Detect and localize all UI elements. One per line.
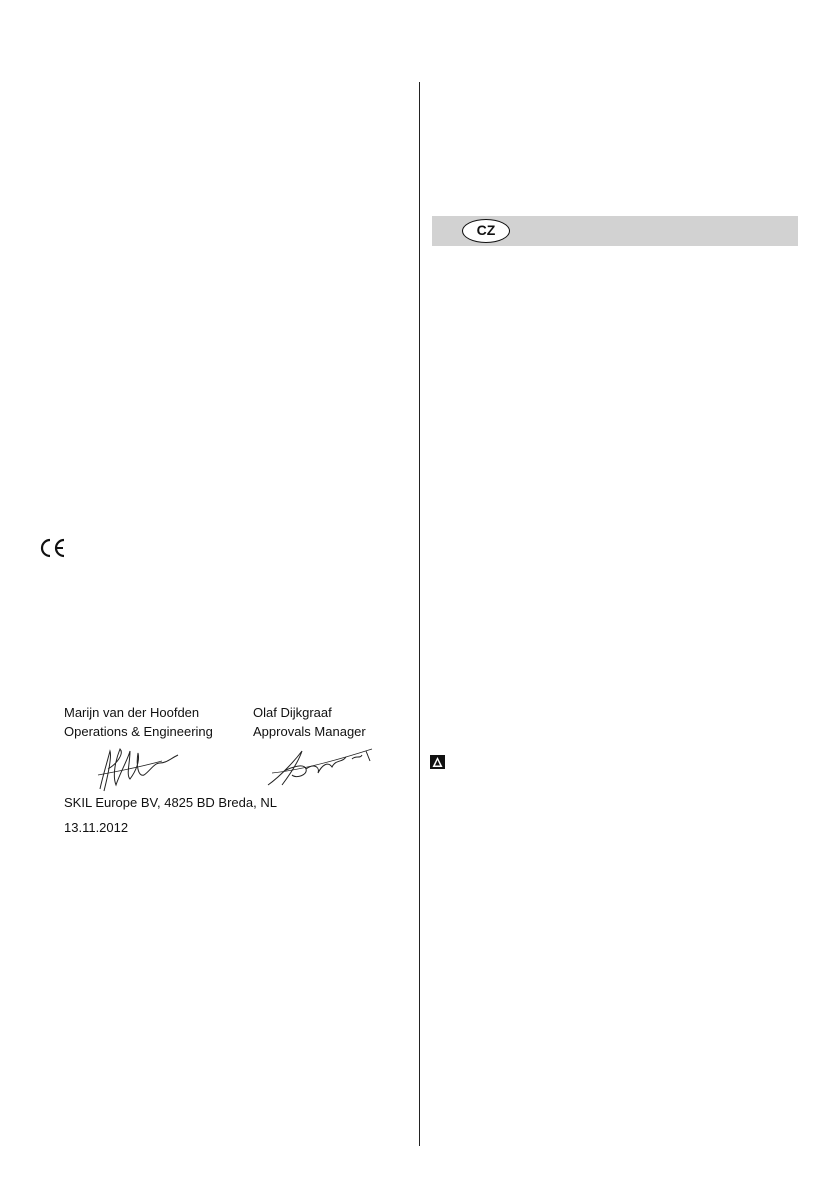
signature-left	[90, 745, 185, 793]
signatory-title: Operations & Engineering	[64, 724, 213, 739]
column-divider	[419, 82, 420, 1146]
declaration-date: 13.11.2012	[64, 820, 129, 835]
signature-right	[262, 745, 377, 791]
signatory-right	[253, 703, 366, 741]
language-code-badge: CZ	[462, 219, 510, 243]
signatory-title: Approvals Manager	[253, 724, 366, 739]
signatory-name: Olaf Dijkgraaf	[253, 705, 332, 720]
company-address: SKIL Europe BV, 4825 BD Breda, NL	[64, 795, 277, 810]
signatory-left	[64, 703, 213, 741]
warning-icon	[430, 755, 445, 769]
signatory-name: Marijn van der Hoofden	[64, 705, 200, 720]
language-section-bar	[432, 216, 798, 246]
ce-mark-icon	[38, 537, 68, 559]
